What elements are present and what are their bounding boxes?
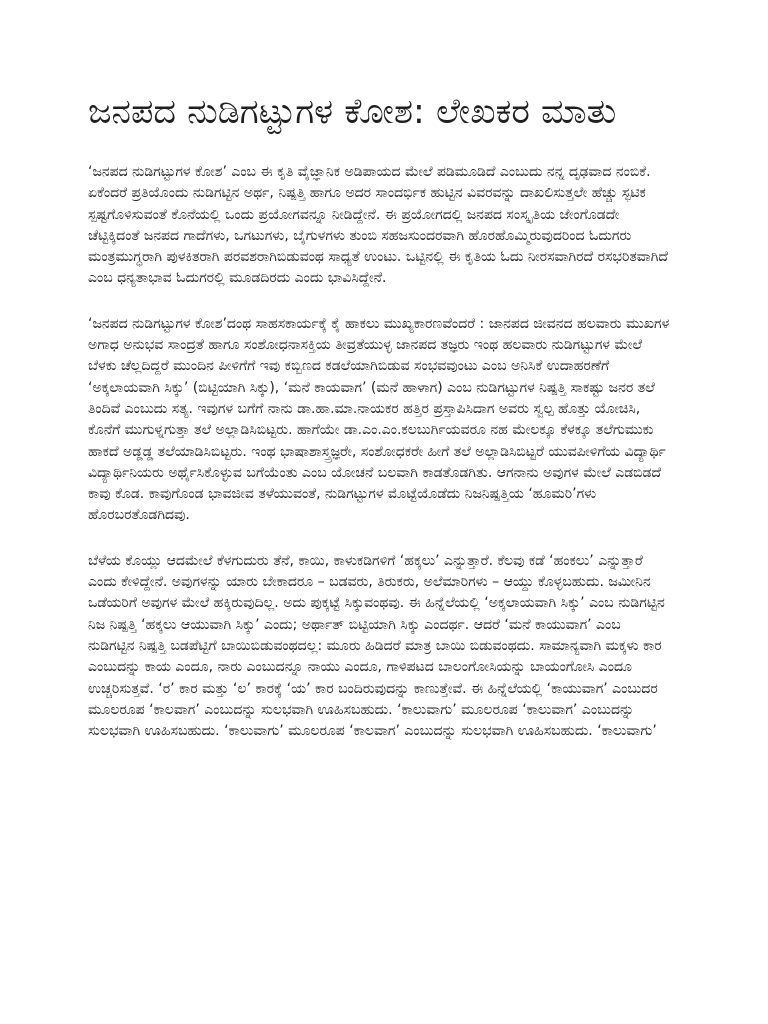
paragraph-1: ‘ಜನಪದ ನುಡಿಗಟ್ಟುಗಳ ಕೋಶ’ ಎಂಬ ಈ ಕೃತಿ ವೈಜ್ಞಾನಿಕ ಅಡಿಪಾಯದ ಮೇಲೆ ಪಡಿಮೂಡಿದೆ ಎಂಬುದು ನನ್ನ ದೃಢವಾದ ನಂಬಿಕೆ. ಏಕೆಂದರೆ ಪ್ರತಿಯೊಂದು ನುಡಿಗಟ್ಟಿನ ಅರ್ಥ, ನಿಷ್ಪತ್ತಿ ಹಾಗೂ ಅದರ ಸಾಂದರ್ಭಿಕ ಹುಟ್ಟಿನ ವಿವರವನ್ನು ದಾಖಲಿಸುತ್ತಲೇ ಹೆಚ್ಚು ಸ್ಫಟಿಕ ಸ್ಪಷ್ಟಗೊಳಿಸುವಂತೆ ಕೊನೆಯಲ್ಲಿ ಒಂದು ಪ್ರಯೋಗವನ್ನೂ ನೀಡಿದ್ದೇನೆ. ಈ ಪ್ರಯೋಗದಲ್ಲಿ ಜನಪದ ಸಂಸ್ಕೃತಿಯ ಜೇಂಗೊಡದೇ ಚೆಟ್ಟಿಕ್ಕಿದಂತೆ ಜನಪದ ಗಾದೆಗಳು, ಒಗಟುಗಳು, ಬೈಗುಳಗಳು ತುಂಬಿ ಸಹಜಸುಂದರವಾಗಿ ಹೊರಹೊಮ್ಮಿರುವುದರಿಂದ ಓದುಗರು ಮಂತ್ರಮುಗ್ಧರಾಗಿ ಪುಳಕಿತರಾಗಿ ಪರವಶರಾಗಿಬಿಡುವಂಥ ಸಾಧ್ಯತೆ ಉಂಟು. ಒಟ್ಟಿನಲ್ಲಿ ಈ ಕೃತಿಯ ಓದು ನೀರಸವಾಗಿರದೆ ರಸಭರಿತವಾಗಿದೆ ಎಂಬ ಧನ್ಯತಾಭಾವ ಓದುಗರಲ್ಲಿ ಮೂಡದಿರದು ಎಂದು ಭಾವಿಸಿದ್ದೇನೆ. [88, 164, 668, 287]
paragraph-2: ‘ಜನಪದ ನುಡಿಗಟ್ಟುಗಳ ಕೋಶ’ದಂಥ ಸಾಹಸಕಾರ್ಯಕ್ಕೆ ಕೈ ಹಾಕಲು ಮುಖ್ಯಕಾರಣವೆಂದರೆ : ಜಾನಪದ ಜೀವನದ ಹಲವಾರು ಮುಖಗಳ ಅಗಾಧ ಅನುಭವ ಸಾಂದ್ರತೆ ಹಾಗೂ ಸಂಶೋಧನಾಸಕ್ತಿಯ ತೀವ್ರತೆಯುಳ್ಳ ಜಾನಪದ ತಜ್ಞರು ಇಂಥ ಹಲವಾರು ನುಡಿಗಟ್ಟುಗಳ ಮೇಲೆ ಬೆಳಕು ಚೆಲ್ಲದಿದ್ದರೆ ಮುಂದಿನ ಪೀಳಿಗೆಗೆ ಇವು ಕಬ್ಬಿಣದ ಕಡಲೆಯಾಗಿಬಿಡುವ ಸಂಭವವುಂಟು ಎಂಬ ಅನಿಸಿಕೆ ಉದಾಹರಣೆಗೆ ‘ಅಕ್ಕಲಾಯವಾಗಿ ಸಿಕ್ಕು’ (ಬಿಟ್ಟಿಯಾಗಿ ಸಿಕ್ಕು), ‘ಮನೆ ಕಾಯವಾಗ’ (ಮನೆ ಹಾಳಾಗ) ಎಂಬ ನುಡಿಗಟ್ಟುಗಳ ನಿಷ್ಪತ್ತಿ ಸಾಕಷ್ಟು ಜನರ ತಲೆ ತಿಂದಿವೆ ಎಂಬುದು ಸತ್ಯ. ಇವುಗಳ ಬಗೆಗೆ ನಾನು ಡಾ.ಹಾ.ಮಾ.ನಾಯಕರ ಹತ್ತಿರ ಪ್ರಸ್ತಾಪಿಸಿದಾಗ ಅವರು ಸ್ವಲ್ಪ ಹೊತ್ತು ಯೋಚಿಸಿ, ಕೊನೆಗೆ ಮುಗುಳ್ನಗುತ್ತಾ ತಲೆ ಅಲ್ಲಾಡಿಸಿಬಿಟ್ಟರು. ಹಾಗೆಯೇ ಡಾ.ಎಂ.ಎಂ.ಕಲಬುರ್ಗಿಯವರೂ ನಹ ಮೇಲಕ್ಕೂ ಕೆಳಕ್ಕೂ ತಲೆಗುಮುಕು ಹಾಕದೆ ಅಡ್ಡಡ್ಡ ತಲೆಯಾಡಿಸಿಬಿಟ್ಟರು. ಇಂಥ ಭಾಷಾಶಾಸ್ತ್ರಜ್ಞರೇ, ಸಂಶೋಧಕರೇ ಹೀಗೆ ತಲೆ ಅಲ್ಲಾಡಿಸಿಬಿಟ್ಟರೆ ಯುವಪೀಳಿಗೆಯ ವಿದ್ಯಾರ್ಥಿ ವಿದ್ಯಾರ್ಥಿನಿಯರು ಅರ್ಥೈಸಿಕೊಳ್ಳುವ ಬಗೆಯೆಂತು ಎಂಬ ಯೋಚನೆ ಬಲವಾಗಿ ಕಾಡತೊಡಗಿತು. ಆಗನಾನು ಅವುಗಳ ಮೇಲೆ ಎಡಬಿಡದೆ ಕಾವು ಕೊಡ. ಕಾವುಗೊಂಡ ಭಾವಜೀವ ತಳೆಯುವಂತೆ, ನುಡಿಗಟ್ಟುಗಳ ಮೊಟ್ಟೆಯೊಡೆದು ನಿಜನಿಷ್ಪತ್ತಿಯ ‘ಹೂಮರಿ’ಗಳು ಹೊರಬರತೊಡಗಿದವು. [88, 315, 670, 524]
document-title: ಜನಪದ ನುಡಿಗಟ್ಟುಗಳ ಕೋಶ: ಲೇಖಕರ ಮಾತು [88, 92, 617, 132]
paragraph-3: ಬೆಳೆಯ ಕೊಯ್ಲು ಆದಮೇಲೆ ಕೆಳಗುದುರು ತೆನೆ, ಕಾಯಿ, ಕಾಳುಕಡಿಗಳಿಗೆ ‘ಹಕ್ಕಲು’ ಎನ್ನುತ್ತಾರೆ. ಕೆಲವು ಕಡೆ ‘ಹಂಕಲು’ ಎನ್ನುತ್ತಾರೆ ಎಂದು ಕೇಳಿದ್ದೇನೆ. ಅವುಗಳನ್ನು ಯಾರು ಬೇಕಾದರೂ – ಬಡವರು, ತಿರುಕರು, ಅಲೆಮಾರಿಗಳು – ಆಯ್ದು ಕೊಳ್ಳಬಹುದು. ಜಮೀನಿನ ಒಡೆಯರಿಗೆ ಅವುಗಳ ಮೇಲೆ ಹಕ್ಕಿರುವುದಿಲ್ಲ. ಅದು ಪುಕ್ಕಟ್ಟೆ ಸಿಕ್ಕುವಂಥವು. ಈ ಹಿನ್ನೆಲೆಯಲ್ಲಿ ‘ಅಕ್ಕಲಾಯವಾಗಿ ಸಿಕ್ಕು’ ಎಂಬ ನುಡಿಗಟ್ಟಿನ ನಿಜ ನಿಷ್ಪತ್ತಿ ‘ಹಕ್ಕಲು ಆಯುವಾಗಿ ಸಿಕ್ಕು’ ಎಂದು; ಅರ್ಥಾತ್ ಬಿಟ್ಟಿಯಾಗಿ ಸಿಕ್ಕು ಎಂದರ್ಥ. ಆದರೆ ‘ಮನೆ ಕಾಯುವಾಗ’ ಎಂಬ ನುಡಿಗಟ್ಟಿನ ನಿಷ್ಪತ್ತಿ ಬಡಪೆಟ್ಟಿಗೆ ಬಾಯಿಬಿಡುವಂಥದಲ್ಲ: ಮೂರು ಹಿಡಿದರೆ ಮಾತ್ರ ಬಾಯಿ ಬಿಡುವಂಥದು. ಸಾಮಾನ್ಯವಾಗಿ ಮಕ್ಕಳು ಕಾರ ಎಂಬುದನ್ನು ಕಾಯ ಎಂದೂ, ನಾರು ಎಂಬುದನ್ನೂ ನಾಯು ಎಂದೂ, ಗಾಳಿಪಟದ ಬಾಲಂಗೋಸಿಯನ್ನು ಬಾಯಂಗೋಸಿ ಎಂದೂ ಉಚ್ಚರಿಸುತ್ತವೆ. ‘ರ’ ಕಾರ ಮತ್ತು ‘ಲ’ ಕಾರಕ್ಕೆ ‘ಯ’ ಕಾರ ಬಂದಿರುವುದನ್ನು ಕಾಣುತ್ತೇವೆ. ಈ ಹಿನ್ನೆಲೆಯಲ್ಲಿ ‘ಕಾಯುವಾಗ’ ಎಂಬುದರ ಮೂಲರೂಪ ‘ಕಾಲವಾಗ’ ಎಂಬುದನ್ನು ಸುಲಭವಾಗಿ ಊಹಿಸಬಹುದು. ‘ಕಾಲುವಾಗು’ ಮೂಲರೂಪ ‘ಕಾಲುವಾಗ’ ಎಂಬುದನ್ನು ಸುಲಭವಾಗಿ ಊಹಿಸಬಹುದು. ‘ಕಾಲುವಾಗು’ ಮೂಲರೂಪ ‘ಕಾಲವಾಗ’ ಎಂಬುದನ್ನು ಸುಲಭವಾಗಿ ಊಹಿಸಬಹುದು. ‘ಕಾಲುವಾಗು’ [88, 552, 665, 740]
document-page [88, 88, 670, 766]
